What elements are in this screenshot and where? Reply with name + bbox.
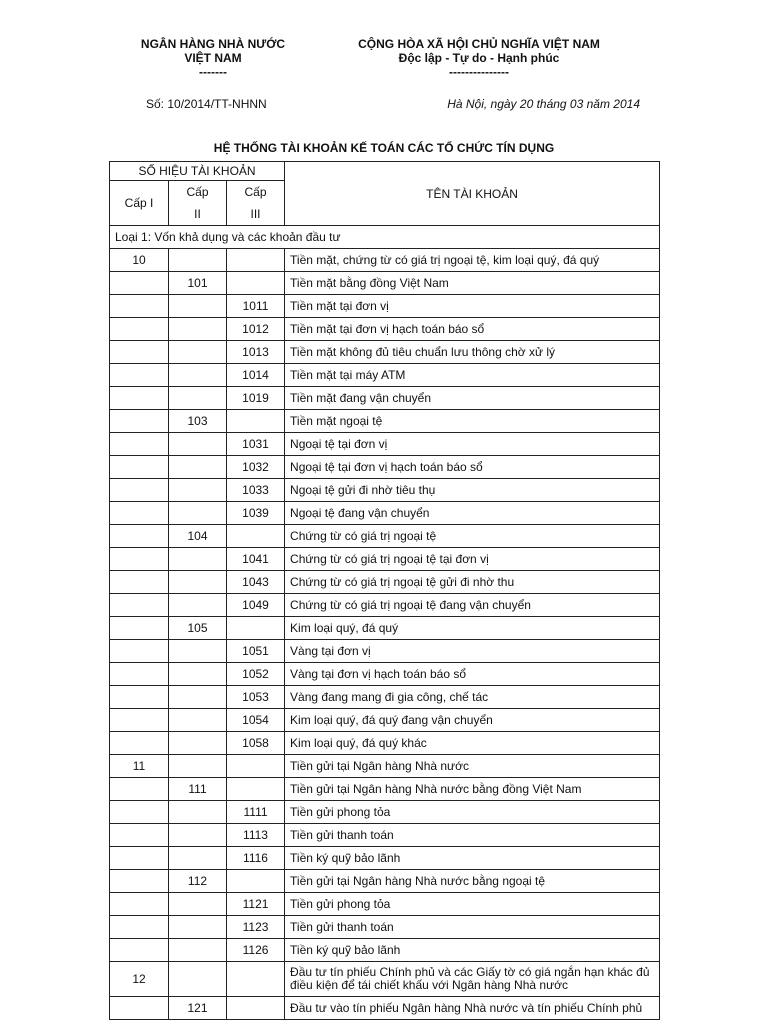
account-name: Vàng tại đơn vị hạch toán báo sổ [285,663,660,686]
level-2-code: 112 [169,870,227,893]
table-row [110,364,660,387]
national-motto-header [340,37,618,79]
table-row [110,640,660,663]
level-1-code [110,295,169,318]
level-3-code: 1111 [227,801,285,824]
table-row [110,456,660,479]
document-title: HỆ THỐNG TÀI KHOẢN KẾ TOÁN CÁC TỔ CHỨC TÍN DỤNG [213,141,555,155]
issuer-header [130,37,296,79]
account-name: Ngoại tệ đang vận chuyển [285,502,660,525]
level-3-code: 1113 [227,824,285,847]
level-1-code [110,318,169,341]
level-2-code [169,916,227,939]
table-row [110,548,660,571]
level-2-code [169,709,227,732]
account-name: Chứng từ có giá trị ngoại tệ gửi đi nhờ thu [285,571,660,594]
level-1-code [110,548,169,571]
level-2-code [169,341,227,364]
table-row [110,295,660,318]
level-3-code: 1043 [227,571,285,594]
level-1-code [110,916,169,939]
level-3-code: 1121 [227,893,285,916]
account-name: Kim loại quý, đá quý đang vận chuyển [285,709,660,732]
level-1-code [110,433,169,456]
account-name: Tiền gửi tại Ngân hàng Nhà nước [285,755,660,778]
level-2-code [169,594,227,617]
level-3-code: 1012 [227,318,285,341]
level-3-code: 1013 [227,341,285,364]
level-1-code [110,709,169,732]
account-number-group-header: SỐ HIỆU TÀI KHOẢN [110,162,285,181]
level-3-header-line-1: Cấp [244,185,267,199]
issuer-separator: ------- [199,65,227,79]
account-name: Chứng từ có giá trị ngoại tệ tại đơn vị [285,548,660,571]
section-label: Loại 1: Vốn khả dụng và các khoản đầu tư [110,226,660,249]
account-name: Đầu tư vào tín phiếu Ngân hàng Nhà nước và tín phiếu Chính phủ [285,997,660,1020]
level-2-code [169,548,227,571]
level-2-code [169,847,227,870]
account-name: Tiền mặt không đủ tiêu chuẩn lưu thông chờ xử lý [285,341,660,364]
table-row [110,525,660,548]
table-row [110,387,660,410]
level-2-code [169,824,227,847]
table-row [110,502,660,525]
level-1-code [110,594,169,617]
level-1-code [110,778,169,801]
account-name: Tiền gửi thanh toán [285,824,660,847]
level-2-code [169,433,227,456]
account-name: Kim loại quý, đá quý [285,617,660,640]
table-row [110,916,660,939]
table-row [110,801,660,824]
level-3-code: 1019 [227,387,285,410]
level-1-code [110,410,169,433]
level-3-code: 1116 [227,847,285,870]
table-row [110,847,660,870]
level-1-code [110,617,169,640]
table-row [110,594,660,617]
level-1-code [110,847,169,870]
account-name: Ngoại tệ gửi đi nhờ tiêu thụ [285,479,660,502]
level-3-code [227,410,285,433]
level-1-code [110,525,169,548]
level-2-code [169,640,227,663]
level-2-code [169,387,227,410]
level-3-code: 1011 [227,295,285,318]
motto-separator: --------------- [449,65,509,79]
table-row [110,479,660,502]
level-2-header-line-1: Cấp [186,185,209,199]
account-name: Tiền mặt ngoại tệ [285,410,660,433]
level-2-code [169,686,227,709]
level-3-code [227,617,285,640]
level-2-header-line-2: II [194,207,201,221]
level-3-code [227,755,285,778]
table-row [110,755,660,778]
level-3-code [227,272,285,295]
table-row [110,709,660,732]
level-2-code [169,801,227,824]
level-2-code [169,732,227,755]
level-3-header-line-2: III [250,207,261,221]
level-2-code [169,479,227,502]
account-name: Tiền gửi phong tỏa [285,893,660,916]
level-2-code: 105 [169,617,227,640]
level-2-code [169,295,227,318]
level-2-code: 103 [169,410,227,433]
level-3-code: 1041 [227,548,285,571]
table-row [110,893,660,916]
level-3-code [227,870,285,893]
level-2-code: 111 [169,778,227,801]
level-1-code [110,824,169,847]
document-date: Hà Nội, ngày 20 tháng 03 năm 2014 [447,97,640,111]
table-row [110,778,660,801]
level-2-code [169,364,227,387]
level-2-code: 101 [169,272,227,295]
table-row [110,732,660,755]
account-name: Tiền mặt bằng đồng Việt Nam [285,272,660,295]
level-1-code [110,341,169,364]
level-3-code: 1039 [227,502,285,525]
level-1-code [110,893,169,916]
table-row [110,824,660,847]
table-header-row [110,162,660,181]
level-1-code [110,571,169,594]
level-2-code [169,502,227,525]
level-2-code [169,318,227,341]
account-name: Tiền ký quỹ bảo lãnh [285,939,660,962]
account-name: Tiền mặt tại máy ATM [285,364,660,387]
account-name-header: TÊN TÀI KHOẢN [285,162,660,226]
level-3-code: 1052 [227,663,285,686]
level-3-code: 1126 [227,939,285,962]
account-name: Tiền gửi tại Ngân hàng Nhà nước bằng đồng Việt Nam [285,778,660,801]
level-3-code: 1053 [227,686,285,709]
level-2-code [169,893,227,916]
level-3-code [227,778,285,801]
level-2-header [169,181,227,226]
level-2-code: 121 [169,997,227,1020]
table-row [110,249,660,272]
level-1-header: Cấp I [110,181,169,226]
level-2-code [169,571,227,594]
table-row [110,617,660,640]
account-name: Tiền gửi phong tỏa [285,801,660,824]
level-1-code: 10 [110,249,169,272]
level-3-code [227,249,285,272]
level-1-code: 11 [110,755,169,778]
level-1-code [110,732,169,755]
level-3-code [227,997,285,1020]
level-1-code [110,801,169,824]
table-row [110,962,660,997]
account-name: Tiền ký quỹ bảo lãnh [285,847,660,870]
level-1-code [110,939,169,962]
level-1-code [110,640,169,663]
level-2-code [169,249,227,272]
issuer-line-1: NGÂN HÀNG NHÀ NƯỚC [140,37,286,51]
table-row [110,997,660,1020]
account-name: Tiền mặt đang vận chuyển [285,387,660,410]
account-name: Chứng từ có giá trị ngoại tệ [285,525,660,548]
level-3-header [227,181,285,226]
level-3-code: 1033 [227,479,285,502]
account-name: Tiền mặt, chứng từ có giá trị ngoại tệ, kim loại quý, đá quý [285,249,660,272]
motto: Độc lập - Tự do - Hạnh phúc [398,51,560,65]
account-name: Tiền gửi thanh toán [285,916,660,939]
level-1-code [110,387,169,410]
account-name: Kim loại quý, đá quý khác [285,732,660,755]
table-row [110,870,660,893]
level-1-code [110,364,169,387]
account-name: Ngoại tệ tại đơn vị hạch toán báo sổ [285,456,660,479]
level-2-code [169,939,227,962]
level-3-code: 1032 [227,456,285,479]
table-row [110,571,660,594]
account-name: Ngoại tệ tại đơn vị [285,433,660,456]
level-3-code: 1014 [227,364,285,387]
level-1-code [110,502,169,525]
table-row [110,663,660,686]
level-3-code: 1049 [227,594,285,617]
level-3-code [227,525,285,548]
level-2-code [169,755,227,778]
level-1-code: 12 [110,962,169,997]
country-name: CỘNG HÒA XÃ HỘI CHỦ NGHĨA VIỆT NAM [358,37,600,51]
accounts-table [109,161,660,1020]
level-2-code: 104 [169,525,227,548]
table-row [110,410,660,433]
level-2-code [169,456,227,479]
account-name: Tiền mặt tại đơn vị [285,295,660,318]
level-1-code [110,870,169,893]
level-1-code [110,272,169,295]
level-3-code: 1054 [227,709,285,732]
level-3-code: 1031 [227,433,285,456]
issuer-line-2: VIỆT NAM [184,51,242,65]
table-row [110,318,660,341]
account-name: Đầu tư tín phiếu Chính phủ và các Giấy tờ có giá ngắn hạn khác đủ điều kiện để tái chiết khấu với Ngân hàng Nhà nước [285,962,660,997]
document-number: Số: 10/2014/TT-NHNN [146,97,267,111]
level-3-code: 1058 [227,732,285,755]
level-3-code: 1051 [227,640,285,663]
table-row [110,341,660,364]
account-name: Vàng tại đơn vị [285,640,660,663]
level-1-code [110,663,169,686]
table-row [110,686,660,709]
section-row [110,226,660,249]
account-name: Chứng từ có giá trị ngoại tệ đang vận chuyển [285,594,660,617]
account-name: Tiền gửi tại Ngân hàng Nhà nước bằng ngoại tệ [285,870,660,893]
level-1-code [110,456,169,479]
account-name: Vàng đang mang đi gia công, chế tác [285,686,660,709]
level-1-code [110,479,169,502]
account-name: Tiền mặt tại đơn vị hạch toán báo sổ [285,318,660,341]
level-1-code [110,686,169,709]
level-2-code [169,962,227,997]
level-2-code [169,663,227,686]
table-row [110,433,660,456]
table-row [110,939,660,962]
level-3-code [227,962,285,997]
table-row [110,272,660,295]
level-3-code: 1123 [227,916,285,939]
level-1-code [110,997,169,1020]
